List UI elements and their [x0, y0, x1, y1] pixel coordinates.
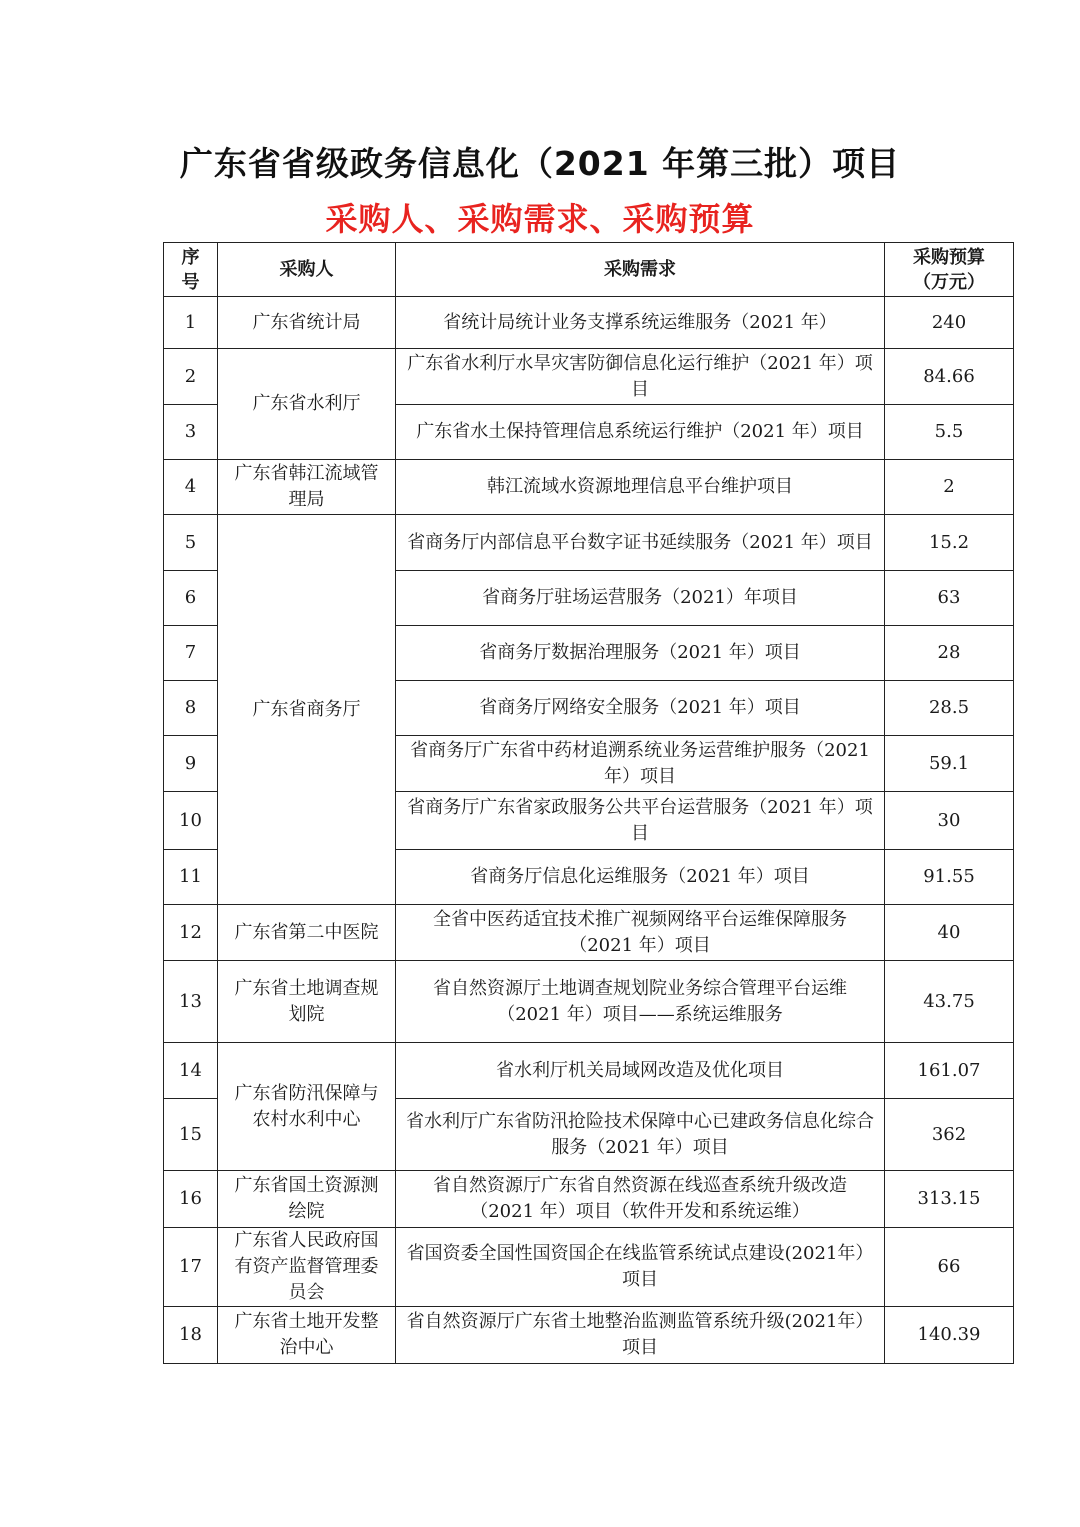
row-demand: 省商务厅内部信息平台数字证书延续服务（2021 年）项目: [396, 515, 885, 571]
procurement-table: [163, 242, 1014, 1364]
row-no: 5: [164, 515, 218, 571]
row-buyer: 广东省水利厅: [218, 349, 396, 460]
row-buyer: 广东省商务厅: [218, 515, 396, 905]
row-budget: 140.39: [885, 1307, 1014, 1364]
row-demand: 省商务厅广东省中药材追溯系统业务运营维护服务（2021 年）项目: [396, 736, 885, 792]
row-budget: 59.1: [885, 736, 1014, 792]
row-demand: 广东省水利厅水旱灾害防御信息化运行维护（2021 年）项目: [396, 349, 885, 405]
row-budget: 28: [885, 626, 1014, 681]
row-demand: 省自然资源厅土地调查规划院业务综合管理平台运维（2021 年）项目——系统运维服务: [396, 961, 885, 1043]
row-buyer: 广东省第二中医院: [218, 905, 396, 961]
table-row: [164, 1228, 1014, 1307]
row-budget: 84.66: [885, 349, 1014, 405]
header-demand: 采购需求: [396, 243, 885, 297]
row-no: 6: [164, 571, 218, 626]
row-no: 11: [164, 850, 218, 905]
table-row: [164, 1043, 1014, 1099]
row-no: 17: [164, 1228, 218, 1307]
header-no-line-2: 号: [181, 271, 200, 293]
row-no: 9: [164, 736, 218, 792]
header-buyer: 采购人: [218, 243, 396, 297]
row-budget: 5.5: [885, 405, 1014, 460]
row-demand: 省水利厅广东省防汛抢险技术保障中心已建政务信息化综合服务（2021 年）项目: [396, 1099, 885, 1171]
row-no: 1: [164, 297, 218, 349]
header-budget-line-2: （万元）: [913, 271, 985, 293]
row-no: 13: [164, 961, 218, 1043]
row-buyer: 广东省国土资源测绘院: [218, 1171, 396, 1228]
header-no-line-1: 序: [181, 246, 200, 268]
header-budget-line-1: 采购预算: [913, 246, 985, 268]
row-demand: 广东省水土保持管理信息系统运行维护（2021 年）项目: [396, 405, 885, 460]
table-row: [164, 349, 1014, 405]
table-row: [164, 1307, 1014, 1364]
row-no: 7: [164, 626, 218, 681]
row-budget: 91.55: [885, 850, 1014, 905]
row-budget: 362: [885, 1099, 1014, 1171]
table-header-row: [164, 243, 1014, 297]
table-row: [164, 460, 1014, 515]
row-budget: 28.5: [885, 681, 1014, 736]
table-row: [164, 515, 1014, 571]
row-demand: 全省中医药适宜技术推广视频网络平台运维保障服务（2021 年）项目: [396, 905, 885, 961]
row-no: 15: [164, 1099, 218, 1171]
row-no: 12: [164, 905, 218, 961]
row-no: 18: [164, 1307, 218, 1364]
row-demand: 省商务厅驻场运营服务（2021）年项目: [396, 571, 885, 626]
row-no: 2: [164, 349, 218, 405]
row-no: 10: [164, 792, 218, 850]
row-buyer: 广东省防汛保障与农村水利中心: [218, 1043, 396, 1171]
row-buyer: 广东省人民政府国有资产监督管理委员会: [218, 1228, 396, 1307]
row-buyer: 广东省土地开发整治中心: [218, 1307, 396, 1364]
row-budget: 313.15: [885, 1171, 1014, 1228]
table-row: [164, 1171, 1014, 1228]
row-demand: 省商务厅网络安全服务（2021 年）项目: [396, 681, 885, 736]
row-budget: 240: [885, 297, 1014, 349]
row-demand: 省商务厅信息化运维服务（2021 年）项目: [396, 850, 885, 905]
row-budget: 161.07: [885, 1043, 1014, 1099]
row-no: 8: [164, 681, 218, 736]
row-budget: 30: [885, 792, 1014, 850]
header-no: [164, 243, 218, 297]
table-row: [164, 905, 1014, 961]
row-budget: 43.75: [885, 961, 1014, 1043]
document-subtitle: 采购人、采购需求、采购预算: [325, 200, 755, 238]
row-demand: 省商务厅广东省家政服务公共平台运营服务（2021 年）项目: [396, 792, 885, 850]
row-buyer: 广东省韩江流域管理局: [218, 460, 396, 515]
row-budget: 2: [885, 460, 1014, 515]
row-demand: 省国资委全国性国资国企在线监管系统试点建设(2021年）项目: [396, 1228, 885, 1307]
row-budget: 63: [885, 571, 1014, 626]
table-row: [164, 961, 1014, 1043]
row-no: 16: [164, 1171, 218, 1228]
table-row: [164, 297, 1014, 349]
row-demand: 省自然资源厅广东省自然资源在线巡查系统升级改造（2021 年）项目（软件开发和系统运维）: [396, 1171, 885, 1228]
row-demand: 韩江流域水资源地理信息平台维护项目: [396, 460, 885, 515]
row-demand: 省自然资源厅广东省土地整治监测监管系统升级(2021年）项目: [396, 1307, 885, 1364]
header-budget: [885, 243, 1014, 297]
row-no: 4: [164, 460, 218, 515]
row-budget: 15.2: [885, 515, 1014, 571]
row-no: 14: [164, 1043, 218, 1099]
row-no: 3: [164, 405, 218, 460]
row-demand: 省统计局统计业务支撑系统运维服务（2021 年）: [396, 297, 885, 349]
document-title: 广东省省级政务信息化（2021 年第三批）项目: [179, 144, 901, 183]
row-budget: 66: [885, 1228, 1014, 1307]
row-demand: 省水利厅机关局域网改造及优化项目: [396, 1043, 885, 1099]
row-demand: 省商务厅数据治理服务（2021 年）项目: [396, 626, 885, 681]
row-buyer: 广东省土地调查规划院: [218, 961, 396, 1043]
row-budget: 40: [885, 905, 1014, 961]
row-buyer: 广东省统计局: [218, 297, 396, 349]
